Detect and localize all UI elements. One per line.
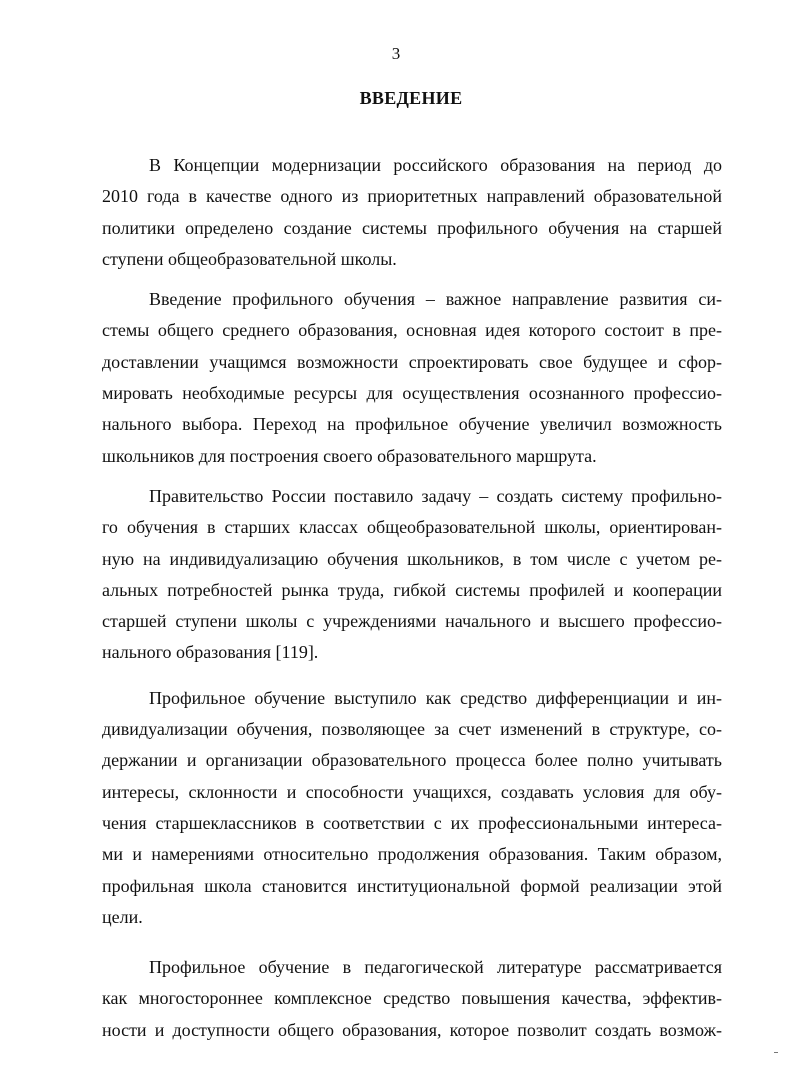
text-line: старшей ступени школы с учреждениями начального и высшего профессио- bbox=[102, 611, 722, 632]
text-line: дивидуализации обучения, позволяющее за счет изменений в структуре, со- bbox=[102, 719, 722, 740]
text-line: 2010 года в качестве одного из приоритетных направлений образовательной bbox=[102, 186, 722, 207]
text-line: ступени общеобразовательной школы. bbox=[102, 248, 397, 269]
paragraph-5 bbox=[102, 952, 722, 1046]
text-line: цели. bbox=[102, 906, 143, 927]
text-line: доставлении учащимся возможности спроектировать свое будущее и сфор- bbox=[102, 351, 722, 372]
text-line: политики определено создание системы профильного обучения на старшей bbox=[102, 217, 722, 238]
text-line: Профильное обучение в педагогической литературе рассматривается bbox=[149, 957, 722, 978]
text-line: школьников для построения своего образовательного маршрута. bbox=[102, 445, 597, 466]
text-line: В Концепции модернизации российского образования на период до bbox=[149, 155, 722, 175]
text-line: Правительство России поставило задачу – создать систему профильно- bbox=[149, 485, 722, 506]
text-line: стемы общего среднего образования, основная идея которого состоит в пре- bbox=[102, 320, 722, 341]
text-line: мировать необходимые ресурсы для осуществления осознанного профессио- bbox=[102, 383, 722, 404]
paragraph-1 bbox=[102, 150, 722, 275]
paragraph-2 bbox=[102, 284, 722, 472]
paragraph-3 bbox=[102, 481, 722, 669]
text-line: чения старшеклассников в соответствии с их профессиональными интереса- bbox=[102, 812, 722, 833]
section-title: ВВЕДЕНИЕ bbox=[359, 88, 463, 108]
text-line: нального выбора. Переход на профильное обучение увеличил возможность bbox=[102, 414, 722, 435]
text-line: Введение профильного обучения – важное направление развития си- bbox=[149, 289, 722, 310]
text-line: Профильное обучение выступило как средство дифференциации и ин- bbox=[149, 687, 722, 708]
text-line: профильная школа становится институциональной формой реализации этой bbox=[102, 875, 722, 896]
page-number: 3 bbox=[391, 44, 401, 63]
text-line: ности и доступности общего образования, которое позволит создать возмож- bbox=[102, 1019, 722, 1040]
paragraph-4 bbox=[102, 683, 722, 933]
scan-mark bbox=[774, 1052, 778, 1053]
text-line: держании и организации образовательного процесса более полно учитывать bbox=[102, 750, 722, 771]
text-line: го обучения в старших классах общеобразовательной школы, ориентирован- bbox=[102, 517, 722, 538]
text-line: ми и намерениями относительно продолжения образования. Таким образом, bbox=[102, 844, 722, 865]
text-line: ную на индивидуализацию обучения школьников, в том числе с учетом ре- bbox=[102, 548, 722, 569]
text-line: как многостороннее комплексное средство повышения качества, эффектив- bbox=[102, 988, 722, 1009]
text-line: альных потребностей рынка труда, гибкой системы профилей и кооперации bbox=[102, 579, 722, 600]
text-line: нального образования [119]. bbox=[102, 642, 319, 663]
text-line: интересы, склонности и способности учащихся, создавать условия для обу- bbox=[102, 781, 722, 802]
document-body bbox=[102, 150, 722, 1046]
